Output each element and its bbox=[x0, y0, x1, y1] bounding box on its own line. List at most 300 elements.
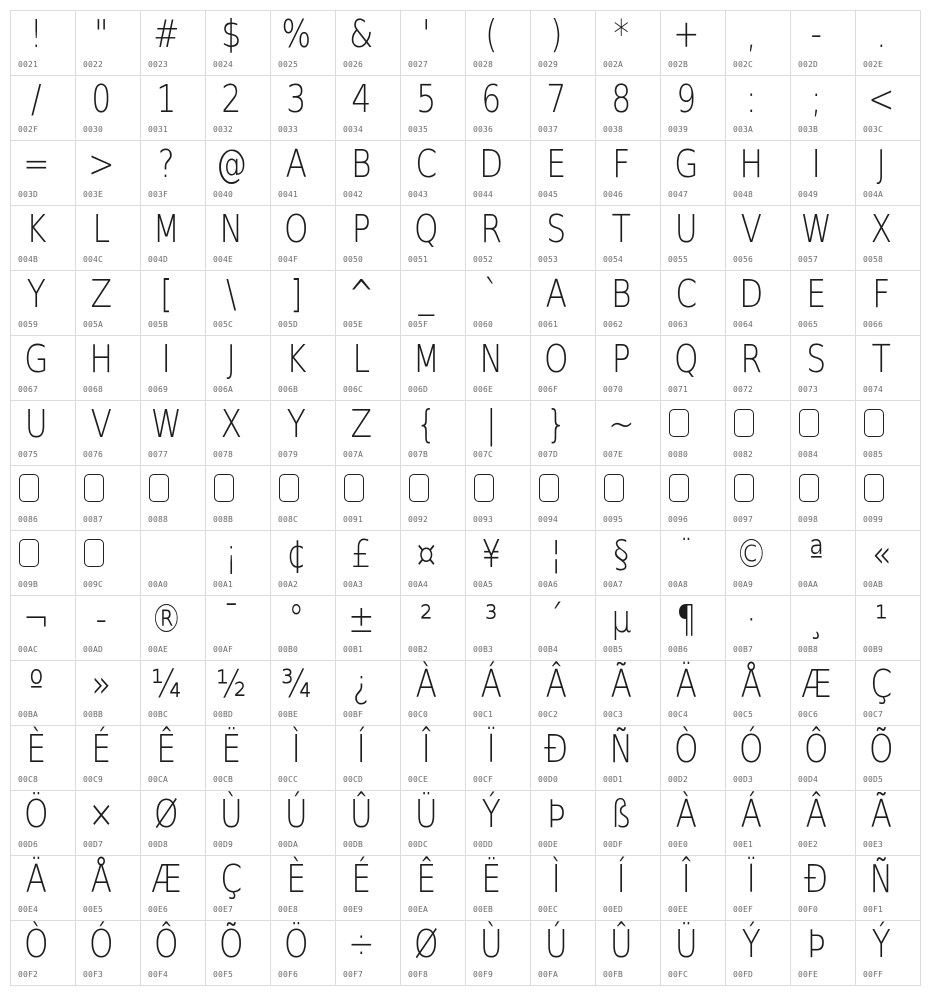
glyph-char: Ò bbox=[674, 727, 699, 771]
glyph-cell bbox=[596, 921, 661, 986]
glyph-char: R bbox=[480, 207, 503, 251]
glyph-codepoint: 00CD bbox=[343, 775, 364, 784]
glyph-char: · bbox=[746, 597, 757, 641]
glyph-codepoint: 00D3 bbox=[733, 775, 754, 784]
glyph-char: | bbox=[486, 402, 497, 446]
glyph-codepoint: 006C bbox=[343, 385, 364, 394]
glyph-cell bbox=[11, 76, 76, 141]
glyph-cell bbox=[661, 791, 726, 856]
glyph-codepoint: 0056 bbox=[733, 255, 754, 264]
glyph-codepoint: 0057 bbox=[798, 255, 819, 264]
glyph-char: Æ bbox=[151, 857, 182, 901]
glyph-cell bbox=[141, 531, 206, 596]
glyph-char: > bbox=[88, 142, 115, 186]
glyph-grid bbox=[10, 10, 921, 986]
glyph-codepoint: 00D9 bbox=[213, 840, 234, 849]
glyph-codepoint: 00E4 bbox=[18, 905, 39, 914]
notdef-glyph-box bbox=[344, 474, 364, 502]
glyph-codepoint: 005A bbox=[83, 320, 104, 329]
glyph-codepoint: 0071 bbox=[668, 385, 689, 394]
glyph-char: / bbox=[31, 77, 42, 121]
glyph-char: Å bbox=[740, 662, 762, 706]
glyph-char: 4 bbox=[351, 77, 372, 121]
glyph-char: Ã bbox=[610, 662, 632, 706]
glyph-char: À bbox=[415, 662, 437, 706]
glyph-codepoint: 0058 bbox=[863, 255, 884, 264]
glyph-char: ¿ bbox=[352, 662, 370, 706]
glyph-char: Ä bbox=[25, 857, 47, 901]
glyph-cell bbox=[206, 596, 271, 661]
glyph-codepoint: 0031 bbox=[148, 125, 169, 134]
glyph-codepoint: 00D7 bbox=[83, 840, 104, 849]
notdef-glyph-box bbox=[799, 409, 819, 437]
glyph-char: 7 bbox=[546, 77, 567, 121]
glyph-char: Í bbox=[356, 727, 366, 771]
glyph-char: Ø bbox=[154, 792, 179, 836]
glyph-cell bbox=[206, 76, 271, 141]
glyph-cell bbox=[466, 466, 531, 531]
glyph-char: ¶ bbox=[676, 597, 697, 641]
glyph-cell bbox=[661, 401, 726, 466]
glyph-codepoint: 00CC bbox=[278, 775, 299, 784]
glyph-char: Ø bbox=[414, 922, 439, 966]
glyph-char: J bbox=[876, 142, 886, 186]
glyph-cell bbox=[76, 531, 141, 596]
glyph-char: Ý bbox=[871, 922, 891, 966]
glyph-codepoint: 006D bbox=[408, 385, 429, 394]
glyph-cell bbox=[141, 921, 206, 986]
glyph-codepoint: 00A4 bbox=[408, 580, 429, 589]
glyph-codepoint: 0098 bbox=[798, 515, 819, 524]
glyph-cell bbox=[76, 661, 141, 726]
glyph-cell bbox=[11, 531, 76, 596]
glyph-codepoint: 0082 bbox=[733, 450, 754, 459]
glyph-codepoint: 00DA bbox=[278, 840, 299, 849]
glyph-codepoint: 0088 bbox=[148, 515, 169, 524]
glyph-cell bbox=[726, 271, 791, 336]
glyph-cell bbox=[76, 791, 141, 856]
glyph-cell bbox=[141, 856, 206, 921]
glyph-cell bbox=[661, 141, 726, 206]
glyph-char: Í bbox=[616, 857, 626, 901]
glyph-cell bbox=[401, 11, 466, 76]
glyph-cell bbox=[271, 921, 336, 986]
glyph-char: ¥ bbox=[481, 532, 502, 576]
glyph-char: U bbox=[674, 207, 698, 251]
glyph-char: W bbox=[150, 402, 182, 446]
glyph-codepoint: 00BF bbox=[343, 710, 364, 719]
glyph-char: ¸ bbox=[808, 597, 825, 641]
glyph-codepoint: 002B bbox=[668, 60, 689, 69]
glyph-cell bbox=[726, 76, 791, 141]
glyph-char: $ bbox=[221, 12, 242, 56]
glyph-codepoint: 0022 bbox=[83, 60, 104, 69]
glyph-codepoint: 0064 bbox=[733, 320, 754, 329]
glyph-cell bbox=[596, 856, 661, 921]
glyph-char: M bbox=[412, 337, 440, 381]
glyph-char: Ê bbox=[156, 727, 177, 771]
glyph-cell bbox=[271, 661, 336, 726]
glyph-cell bbox=[401, 76, 466, 141]
glyph-codepoint: 00EA bbox=[408, 905, 429, 914]
glyph-codepoint: 002F bbox=[18, 125, 39, 134]
glyph-codepoint: 00F1 bbox=[863, 905, 884, 914]
glyph-cell bbox=[596, 401, 661, 466]
glyph-char: Ã bbox=[870, 792, 892, 836]
glyph-cell bbox=[661, 76, 726, 141]
glyph-codepoint: 0038 bbox=[603, 125, 624, 134]
glyph-codepoint: 00B1 bbox=[343, 645, 364, 654]
glyph-cell bbox=[726, 661, 791, 726]
glyph-char: Õ bbox=[219, 922, 244, 966]
glyph-codepoint: 003F bbox=[148, 190, 169, 199]
notdef-glyph-box bbox=[864, 474, 884, 502]
glyph-char: Y bbox=[286, 402, 306, 446]
glyph-char: G bbox=[674, 142, 699, 186]
glyph-codepoint: 0026 bbox=[343, 60, 364, 69]
glyph-char: ¹ bbox=[875, 597, 888, 641]
glyph-codepoint: 0092 bbox=[408, 515, 429, 524]
glyph-char: Ò bbox=[24, 922, 49, 966]
glyph-codepoint: 00C9 bbox=[83, 775, 104, 784]
glyph-char: Î bbox=[421, 727, 431, 771]
glyph-codepoint: 00BD bbox=[213, 710, 234, 719]
glyph-cell bbox=[661, 921, 726, 986]
glyph-char: * bbox=[613, 12, 630, 56]
glyph-cell bbox=[466, 726, 531, 791]
glyph-codepoint: 003A bbox=[733, 125, 754, 134]
glyph-codepoint: 0047 bbox=[668, 190, 689, 199]
glyph-cell bbox=[141, 791, 206, 856]
glyph-char: 8 bbox=[611, 77, 632, 121]
glyph-char: { bbox=[416, 402, 437, 446]
glyph-cell bbox=[596, 11, 661, 76]
glyph-cell bbox=[206, 401, 271, 466]
glyph-codepoint: 003D bbox=[18, 190, 39, 199]
glyph-char: ¦ bbox=[551, 532, 562, 576]
glyph-cell bbox=[76, 11, 141, 76]
glyph-cell bbox=[206, 271, 271, 336]
glyph-cell bbox=[271, 76, 336, 141]
glyph-char: N bbox=[219, 207, 243, 251]
glyph-char: ¬ bbox=[23, 597, 50, 641]
glyph-char: G bbox=[24, 337, 49, 381]
glyph-codepoint: 004B bbox=[18, 255, 39, 264]
glyph-char: Ý bbox=[741, 922, 761, 966]
glyph-cell bbox=[466, 856, 531, 921]
glyph-char: P bbox=[611, 337, 631, 381]
notdef-glyph-box bbox=[669, 409, 689, 437]
glyph-cell bbox=[336, 141, 401, 206]
glyph-cell bbox=[141, 401, 206, 466]
glyph-codepoint: 0096 bbox=[668, 515, 689, 524]
glyph-codepoint: 0073 bbox=[798, 385, 819, 394]
glyph-codepoint: 009C bbox=[83, 580, 104, 589]
glyph-codepoint: 00B7 bbox=[733, 645, 754, 654]
glyph-char: Ù bbox=[219, 792, 243, 836]
glyph-cell bbox=[76, 76, 141, 141]
glyph-cell bbox=[856, 466, 921, 531]
glyph-cell bbox=[206, 856, 271, 921]
glyph-cell bbox=[531, 921, 596, 986]
glyph-codepoint: 00DE bbox=[538, 840, 559, 849]
glyph-char: D bbox=[479, 142, 504, 186]
glyph-cell bbox=[791, 791, 856, 856]
glyph-char: U bbox=[24, 402, 48, 446]
glyph-char: × bbox=[88, 792, 115, 836]
glyph-cell bbox=[336, 271, 401, 336]
glyph-codepoint: 006F bbox=[538, 385, 559, 394]
glyph-char: _ bbox=[418, 272, 435, 316]
glyph-codepoint: 00C2 bbox=[538, 710, 559, 719]
glyph-cell bbox=[401, 531, 466, 596]
glyph-cell bbox=[791, 726, 856, 791]
glyph-codepoint: 00D8 bbox=[148, 840, 169, 849]
glyph-cell bbox=[401, 921, 466, 986]
glyph-codepoint: 005F bbox=[408, 320, 429, 329]
glyph-cell bbox=[856, 76, 921, 141]
glyph-char: ´ bbox=[548, 597, 564, 641]
glyph-codepoint: 0054 bbox=[603, 255, 624, 264]
glyph-char: Ö bbox=[284, 922, 309, 966]
glyph-codepoint: 00A5 bbox=[473, 580, 494, 589]
glyph-cell bbox=[271, 856, 336, 921]
glyph-codepoint: 0053 bbox=[538, 255, 559, 264]
glyph-codepoint: 00D6 bbox=[18, 840, 39, 849]
glyph-char: - bbox=[810, 12, 822, 56]
glyph-codepoint: 00AD bbox=[83, 645, 104, 654]
glyph-cell bbox=[336, 401, 401, 466]
glyph-codepoint: 00D4 bbox=[798, 775, 819, 784]
notdef-glyph-box bbox=[19, 539, 39, 567]
glyph-cell bbox=[856, 661, 921, 726]
glyph-codepoint: 0032 bbox=[213, 125, 234, 134]
glyph-cell bbox=[76, 466, 141, 531]
glyph-cell bbox=[271, 141, 336, 206]
glyph-char: 9 bbox=[676, 77, 697, 121]
glyph-codepoint: 00F2 bbox=[18, 970, 39, 979]
glyph-cell bbox=[466, 11, 531, 76]
glyph-cell bbox=[11, 141, 76, 206]
glyph-codepoint: 00CB bbox=[213, 775, 234, 784]
glyph-cell bbox=[271, 791, 336, 856]
glyph-codepoint: 00F9 bbox=[473, 970, 494, 979]
glyph-char: ± bbox=[348, 597, 375, 641]
glyph-char: J bbox=[226, 337, 236, 381]
glyph-char: Ý bbox=[481, 792, 501, 836]
glyph-char: B bbox=[611, 272, 632, 316]
glyph-char: È bbox=[26, 727, 47, 771]
glyph-codepoint: 0080 bbox=[668, 450, 689, 459]
glyph-cell bbox=[856, 271, 921, 336]
glyph-codepoint: 0085 bbox=[863, 450, 884, 459]
glyph-cell bbox=[531, 531, 596, 596]
glyph-char: Z bbox=[350, 402, 372, 446]
glyph-char: # bbox=[153, 12, 180, 56]
glyph-char: Á bbox=[740, 792, 762, 836]
glyph-codepoint: 005E bbox=[343, 320, 364, 329]
glyph-cell bbox=[206, 466, 271, 531]
glyph-codepoint: 0040 bbox=[213, 190, 234, 199]
glyph-codepoint: 006E bbox=[473, 385, 494, 394]
notdef-glyph-box bbox=[864, 409, 884, 437]
glyph-codepoint: 003E bbox=[83, 190, 104, 199]
glyph-codepoint: 00EE bbox=[668, 905, 689, 914]
glyph-codepoint: 0044 bbox=[473, 190, 494, 199]
glyph-char: Ë bbox=[481, 857, 502, 901]
glyph-char: F bbox=[872, 272, 891, 316]
glyph-codepoint: 00DD bbox=[473, 840, 494, 849]
glyph-codepoint: 00FA bbox=[538, 970, 559, 979]
glyph-char: ) bbox=[550, 12, 563, 56]
glyph-char: Ü bbox=[414, 792, 438, 836]
glyph-codepoint: 00FC bbox=[668, 970, 689, 979]
glyph-cell bbox=[271, 596, 336, 661]
glyph-codepoint: 00FB bbox=[603, 970, 624, 979]
glyph-char: Ù bbox=[479, 922, 503, 966]
glyph-codepoint: 0069 bbox=[148, 385, 169, 394]
glyph-cell bbox=[271, 206, 336, 271]
glyph-char: @ bbox=[215, 142, 247, 186]
glyph-char: H bbox=[739, 142, 763, 186]
glyph-cell bbox=[466, 596, 531, 661]
glyph-cell bbox=[206, 921, 271, 986]
glyph-cell bbox=[856, 206, 921, 271]
glyph-char: ¡ bbox=[225, 532, 238, 576]
glyph-codepoint: 0072 bbox=[733, 385, 754, 394]
glyph-char: Q bbox=[674, 337, 699, 381]
glyph-codepoint: 00FF bbox=[863, 970, 884, 979]
glyph-char: L bbox=[92, 207, 110, 251]
glyph-char: Û bbox=[349, 792, 373, 836]
glyph-char: Ü bbox=[674, 922, 698, 966]
glyph-codepoint: 005D bbox=[278, 320, 299, 329]
notdef-glyph-box bbox=[474, 474, 494, 502]
glyph-cell bbox=[726, 336, 791, 401]
glyph-codepoint: 005C bbox=[213, 320, 234, 329]
glyph-codepoint: 0094 bbox=[538, 515, 559, 524]
glyph-char: Ì bbox=[551, 857, 561, 901]
glyph-codepoint: 0028 bbox=[473, 60, 494, 69]
glyph-cell bbox=[791, 466, 856, 531]
glyph-cell bbox=[661, 206, 726, 271]
glyph-cell bbox=[206, 336, 271, 401]
glyph-char: Ó bbox=[739, 727, 764, 771]
glyph-cell bbox=[531, 271, 596, 336]
glyph-codepoint: 007C bbox=[473, 450, 494, 459]
glyph-cell bbox=[856, 401, 921, 466]
glyph-cell bbox=[271, 271, 336, 336]
glyph-codepoint: 00F7 bbox=[343, 970, 364, 979]
glyph-char: B bbox=[351, 142, 372, 186]
glyph-codepoint: 009B bbox=[18, 580, 39, 589]
glyph-char: ° bbox=[288, 597, 305, 641]
glyph-cell bbox=[466, 921, 531, 986]
glyph-cell bbox=[856, 596, 921, 661]
glyph-char: ^ bbox=[348, 272, 375, 316]
glyph-char: Ô bbox=[804, 727, 829, 771]
glyph-codepoint: 00EC bbox=[538, 905, 559, 914]
glyph-cell bbox=[726, 531, 791, 596]
glyph-codepoint: 00A0 bbox=[148, 580, 169, 589]
glyph-codepoint: 007A bbox=[343, 450, 364, 459]
glyph-cell bbox=[531, 596, 596, 661]
glyph-char: ¨ bbox=[678, 532, 695, 576]
glyph-char: ` bbox=[483, 272, 500, 316]
glyph-char: Õ bbox=[869, 727, 894, 771]
glyph-codepoint: 00B5 bbox=[603, 645, 624, 654]
glyph-char: 2 bbox=[221, 77, 242, 121]
glyph-char: Q bbox=[414, 207, 439, 251]
glyph-char: A bbox=[285, 142, 307, 186]
glyph-char: « bbox=[871, 532, 891, 576]
glyph-char: ³ bbox=[485, 597, 498, 641]
glyph-char: K bbox=[26, 207, 47, 251]
notdef-glyph-box bbox=[734, 474, 754, 502]
glyph-cell bbox=[596, 271, 661, 336]
glyph-cell bbox=[11, 726, 76, 791]
glyph-codepoint: 0068 bbox=[83, 385, 104, 394]
glyph-char: Ë bbox=[221, 727, 242, 771]
glyph-cell bbox=[401, 141, 466, 206]
glyph-codepoint: 0030 bbox=[83, 125, 104, 134]
glyph-cell bbox=[531, 401, 596, 466]
glyph-char: H bbox=[89, 337, 113, 381]
glyph-codepoint: 006B bbox=[278, 385, 299, 394]
glyph-char: Ñ bbox=[869, 857, 893, 901]
glyph-char: T bbox=[871, 337, 891, 381]
notdef-glyph-box bbox=[279, 474, 299, 502]
glyph-codepoint: 00B2 bbox=[408, 645, 429, 654]
glyph-cell bbox=[271, 726, 336, 791]
glyph-cell bbox=[401, 726, 466, 791]
glyph-codepoint: 00EF bbox=[733, 905, 754, 914]
glyph-cell bbox=[791, 531, 856, 596]
notdef-glyph-box bbox=[84, 474, 104, 502]
glyph-char: } bbox=[546, 402, 567, 446]
glyph-codepoint: 002A bbox=[603, 60, 624, 69]
glyph-char: R bbox=[740, 337, 763, 381]
glyph-char: Ì bbox=[291, 727, 301, 771]
glyph-codepoint: 0048 bbox=[733, 190, 754, 199]
glyph-codepoint: 0049 bbox=[798, 190, 819, 199]
notdef-glyph-box bbox=[149, 474, 169, 502]
glyph-cell bbox=[336, 661, 401, 726]
glyph-char: X bbox=[870, 207, 892, 251]
glyph-char: Â bbox=[805, 792, 827, 836]
glyph-codepoint: 0050 bbox=[343, 255, 364, 264]
glyph-codepoint: 00C1 bbox=[473, 710, 494, 719]
glyph-cell bbox=[791, 661, 856, 726]
glyph-codepoint: 00AF bbox=[213, 645, 234, 654]
glyph-char: A bbox=[545, 272, 567, 316]
glyph-codepoint: 0067 bbox=[18, 385, 39, 394]
glyph-codepoint: 00AB bbox=[863, 580, 884, 589]
glyph-char: ² bbox=[420, 597, 433, 641]
glyph-cell bbox=[336, 76, 401, 141]
glyph-char: O bbox=[284, 207, 309, 251]
notdef-glyph-box bbox=[19, 474, 39, 502]
glyph-char: W bbox=[800, 207, 832, 251]
glyph-cell bbox=[596, 531, 661, 596]
glyph-codepoint: 008C bbox=[278, 515, 299, 524]
glyph-codepoint: 00E9 bbox=[343, 905, 364, 914]
glyph-cell bbox=[856, 531, 921, 596]
glyph-char: E bbox=[806, 272, 827, 316]
glyph-codepoint: 00D2 bbox=[668, 775, 689, 784]
glyph-cell bbox=[596, 336, 661, 401]
notdef-glyph-box bbox=[539, 474, 559, 502]
